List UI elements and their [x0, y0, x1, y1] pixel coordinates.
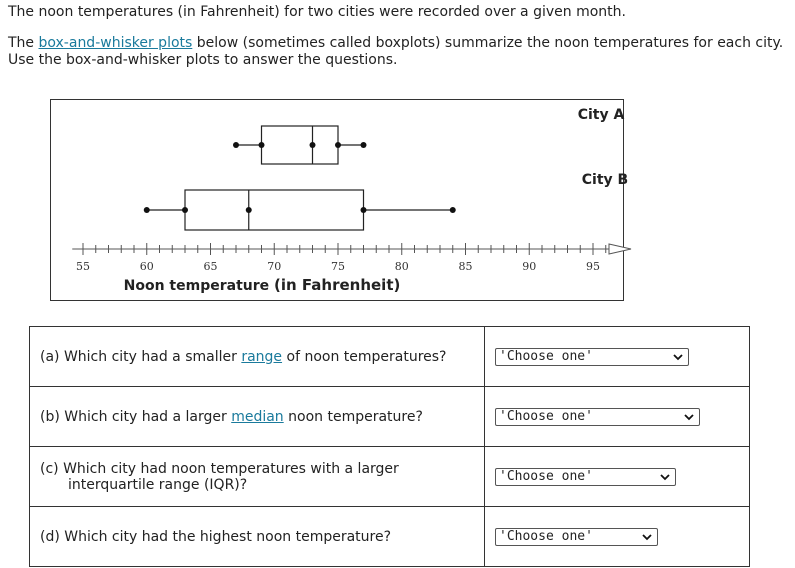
iqr-box — [185, 190, 364, 230]
x-tick-label: 80 — [394, 260, 409, 273]
min-point — [233, 142, 239, 148]
chevron-down-icon — [672, 351, 684, 363]
x-tick-label: 95 — [586, 260, 600, 273]
median-link[interactable]: median — [231, 408, 284, 425]
question-row-b — [30, 387, 750, 447]
answer-c-select-value: 'Choose one' — [499, 469, 593, 484]
question-c-text-line2: interquartile range (IQR)? — [68, 476, 248, 493]
box-and-whisker-plots-link[interactable]: box-and-whisker plots — [38, 35, 193, 51]
x-tick-label: 70 — [267, 260, 282, 273]
median-point — [246, 207, 252, 213]
x-tick-label: 65 — [203, 260, 218, 273]
question-b-text-end: noon temperature? — [283, 408, 423, 425]
answer-d-select[interactable] — [495, 528, 658, 546]
range-link[interactable]: range — [241, 348, 283, 365]
question-c-text: (c) Which city had noon temperatures with a larger — [40, 460, 399, 477]
axis-arrow-icon — [609, 244, 631, 254]
min-point — [144, 207, 150, 213]
answer-a-cell — [485, 327, 750, 387]
x-axis-label-units: (in Fahrenheit) — [274, 276, 401, 294]
question-a-text-end: of noon temperatures? — [282, 348, 447, 365]
x-tick-label: 90 — [522, 260, 537, 273]
question-a-text: (a) Which city had a smaller — [40, 348, 242, 365]
intro-text-before: The — [8, 35, 39, 51]
question-d-text: (d) Which city had the highest noon temperature? — [40, 528, 392, 545]
x-tick-label: 60 — [139, 260, 154, 273]
q1-point — [182, 207, 188, 213]
question-b — [30, 387, 485, 447]
intro-instruction: Use the box-and-whisker plots to answer the questions. — [8, 52, 398, 68]
chevron-down-icon — [683, 411, 695, 423]
series-label: City B — [581, 172, 629, 188]
answer-d-cell — [485, 507, 750, 567]
question-a — [30, 327, 485, 387]
answer-b-cell — [485, 387, 750, 447]
question-c — [30, 447, 485, 507]
max-point — [361, 142, 367, 148]
max-point — [450, 207, 456, 213]
chevron-down-icon — [659, 471, 671, 483]
q3-point — [361, 207, 367, 213]
boxplot-chart — [51, 100, 629, 300]
question-row-a — [30, 327, 750, 387]
answer-c-select[interactable] — [495, 468, 676, 486]
question-b-text: (b) Which city had a larger — [40, 408, 232, 425]
x-axis-label: Noon temperature — [123, 278, 270, 294]
intro-text: The noon temperatures (in Fahrenheit) for two cities were recorded over a given month. — [8, 4, 626, 20]
answer-b-select[interactable] — [495, 408, 700, 426]
x-tick-label: 75 — [331, 260, 345, 273]
answer-a-select[interactable] — [495, 348, 689, 366]
x-tick-label: 85 — [458, 260, 473, 273]
q1-point — [259, 142, 265, 148]
iqr-box — [262, 126, 339, 164]
question-row-d — [30, 507, 750, 567]
svg-text:Noon temperature (in Fah — [124, 276, 401, 294]
answer-b-select-value: 'Choose one' — [499, 409, 593, 424]
boxplot-series — [233, 107, 624, 164]
series-label: City A — [577, 107, 625, 123]
boxplot-panel — [50, 99, 629, 301]
intro-text-after: below (sometimes called boxplots) summarize the noon temperatures for each city. — [192, 35, 784, 51]
x-tick-label: 55 — [76, 260, 90, 273]
chevron-down-icon — [641, 531, 653, 543]
answer-d-select-value: 'Choose one' — [499, 529, 593, 544]
intro-paragraph — [8, 35, 793, 69]
median-point — [310, 142, 316, 148]
questions-table — [29, 326, 750, 567]
question-d — [30, 507, 485, 567]
q3-point — [335, 142, 341, 148]
boxplot-series — [144, 172, 628, 230]
answer-c-cell — [485, 447, 750, 507]
question-row-c — [30, 447, 750, 507]
answer-a-select-value: 'Choose one' — [499, 349, 593, 364]
